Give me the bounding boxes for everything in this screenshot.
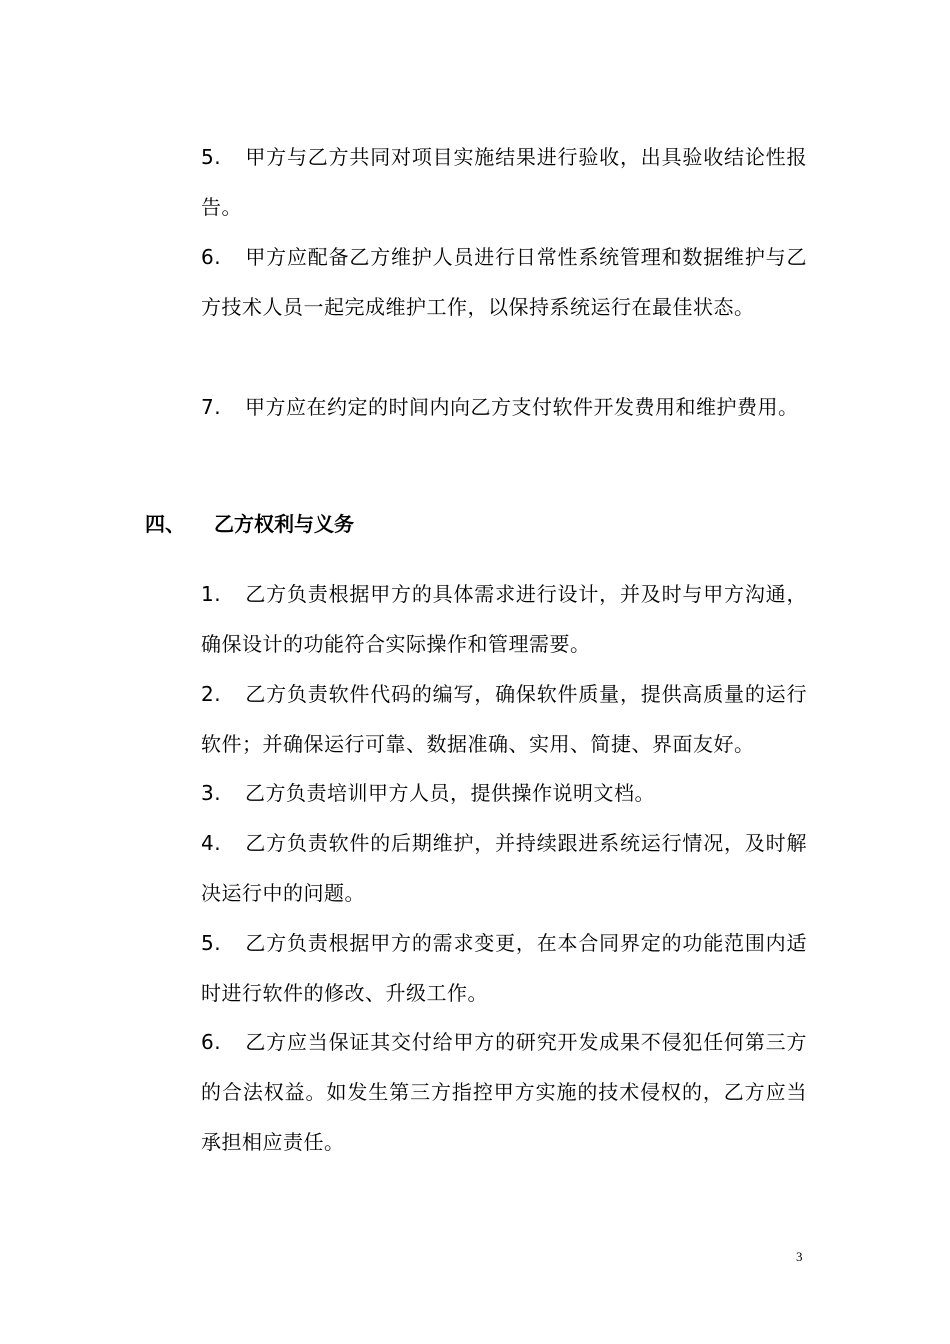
party-a-item-7 xyxy=(201,382,807,432)
item-text: 甲方应配备乙方维护人员进行日常性系统管理和数据维护与乙方技术人员一起完成维护工作，以保持系统运行在最佳状态。 xyxy=(201,245,807,319)
party-b-item-4 xyxy=(201,818,807,918)
party-b-item-6 xyxy=(201,1017,807,1167)
item-text: 乙方应当保证其交付给甲方的研究开发成果不侵犯任何第三方的合法权益。如发生第三方指控甲方实施的技术侵权的，乙方应当承担相应责任。 xyxy=(201,1030,807,1154)
item-number: 2. xyxy=(201,682,222,706)
item-number: 6. xyxy=(201,1030,222,1054)
item-text: 甲方与乙方共同对项目实施结果进行验收，出具验收结论性报告。 xyxy=(201,145,807,219)
item-text: 乙方负责软件代码的编写，确保软件质量，提供高质量的运行软件；并确保运行可靠、数据准确、实用、简捷、界面友好。 xyxy=(201,682,807,756)
section-title: 乙方权利与义务 xyxy=(214,512,354,536)
party-a-item-5 xyxy=(201,132,807,232)
item-text: 乙方负责根据甲方的需求变更，在本合同界定的功能范围内适时进行软件的修改、升级工作。 xyxy=(201,931,807,1005)
section-heading xyxy=(145,499,354,549)
item-number: 5. xyxy=(201,931,222,955)
item-text: 乙方负责软件的后期维护，并持续跟进系统运行情况，及时解决运行中的问题。 xyxy=(201,831,807,905)
item-number: 1. xyxy=(201,582,222,606)
item-text: 甲方应在约定的时间内向乙方支付软件开发费用和维护费用。 xyxy=(245,395,799,419)
party-b-item-3 xyxy=(201,768,807,818)
item-number: 6. xyxy=(201,245,222,269)
item-text: 乙方负责根据甲方的具体需求进行设计，并及时与甲方沟通，确保设计的功能符合实际操作和管理需要。 xyxy=(201,582,807,656)
item-number: 5. xyxy=(201,145,222,169)
party-b-item-5 xyxy=(201,918,807,1018)
page-number: 3 xyxy=(796,1249,803,1264)
party-b-item-1 xyxy=(201,569,807,669)
party-a-item-6 xyxy=(201,232,807,332)
item-text: 乙方负责培训甲方人员，提供操作说明文档。 xyxy=(245,781,655,805)
section-number: 四、 xyxy=(145,512,185,536)
item-number: 7. xyxy=(201,395,222,419)
party-b-item-2 xyxy=(201,669,807,769)
item-number: 4. xyxy=(201,831,222,855)
item-number: 3. xyxy=(201,781,222,805)
